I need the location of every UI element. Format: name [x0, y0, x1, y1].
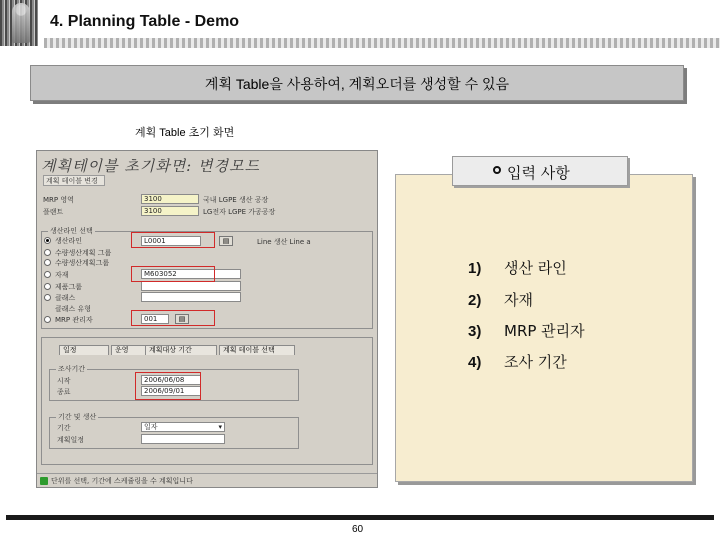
selection-group-title: 생산라인 선택: [50, 227, 93, 235]
section-subtitle: 계획 Table 초기 화면: [135, 127, 235, 139]
sap-window-title: 계획테이블 초기화면: 변경모드: [41, 157, 260, 175]
option-label-qty-plan-group: 수량생산계획 그룹: [55, 249, 112, 257]
production-line-desc: Line 생산 Line a: [257, 238, 311, 246]
unit-value: 일자: [144, 423, 158, 431]
bullet-icon: [493, 166, 501, 174]
page-number: 60: [352, 524, 364, 535]
item-text: 조사 기간: [504, 353, 567, 371]
status-bar: [37, 473, 377, 487]
input-items-panel: [395, 174, 693, 482]
option-label-product-group: 제품그룹: [55, 283, 83, 291]
radio-mrp-controller[interactable]: [44, 316, 51, 323]
input-item: [468, 351, 567, 372]
dropdown-icon: ▾: [218, 423, 222, 431]
product-group-field[interactable]: [141, 281, 241, 291]
item-text: 생산 라인: [504, 259, 567, 277]
status-ok-icon: [40, 477, 48, 485]
material-field[interactable]: M603052: [141, 269, 241, 279]
production-line-lookup-button[interactable]: ▤: [219, 236, 233, 246]
footer-divider: [6, 515, 714, 520]
period-from-label: 시작: [57, 377, 71, 385]
radio-product-group[interactable]: [44, 283, 51, 290]
item-text: 자재: [504, 291, 533, 309]
input-items-heading: [452, 156, 628, 186]
option-label-class-type: 클래스 유형: [55, 305, 92, 313]
status-text: 단위를 선택, 기간에 스케쥴링을 수 계획입니다: [51, 477, 193, 485]
input-item: [468, 289, 533, 310]
statue-icon: [12, 3, 30, 43]
radio-qty-plan-group-2[interactable]: [44, 259, 51, 266]
option-label-material: 자재: [55, 271, 69, 279]
calendar-label: 계획일정: [57, 436, 85, 444]
period-to-label: 종료: [57, 388, 71, 396]
header-divider: [44, 38, 720, 48]
plant-desc: LG전자 LGPE 가공공장: [203, 208, 276, 216]
input-item: [468, 257, 567, 278]
tab-schedule[interactable]: 일정: [59, 345, 109, 355]
sap-screenshot: [36, 150, 378, 488]
highlight-mrp-controller: [131, 310, 215, 326]
production-line-field[interactable]: L0001: [141, 236, 201, 246]
radio-material[interactable]: [44, 271, 51, 278]
mrp-area-desc: 국내 LGPE 생산 공장: [203, 196, 269, 204]
item-number: 2): [468, 292, 482, 309]
class-field[interactable]: [141, 292, 241, 302]
radio-production-line[interactable]: [44, 237, 51, 244]
tab-operations[interactable]: 운영: [111, 345, 155, 355]
slide-logo-image: [0, 0, 38, 46]
toolbar-button-change-table[interactable]: 계획 테이블 변경: [43, 175, 105, 186]
item-number: 1): [468, 260, 482, 277]
input-item: [468, 320, 585, 341]
period-group-title: 조사기간: [58, 365, 86, 373]
mrp-area-label: MRP 영역: [43, 196, 74, 204]
mrp-controller-field[interactable]: 001: [141, 314, 169, 324]
calendar-field[interactable]: [141, 434, 225, 444]
plant-field[interactable]: 3100: [141, 206, 199, 216]
unit-group-title: 기간 및 생산: [58, 413, 97, 421]
unit-select[interactable]: [141, 422, 225, 432]
period-from-field[interactable]: 2006/06/08: [141, 375, 201, 385]
period-to-field[interactable]: 2006/09/01: [141, 386, 201, 396]
mrp-area-field[interactable]: 3100: [141, 194, 199, 204]
highlight-material: [131, 266, 215, 282]
radio-qty-plan-group[interactable]: [44, 249, 51, 256]
item-text: MRP 관리자: [504, 322, 585, 340]
tab-table-selection[interactable]: 계획 테이블 선택: [219, 345, 295, 355]
option-label-production-line: 생산라인: [55, 237, 83, 245]
highlight-period: [135, 372, 201, 400]
plant-label: 플랜트: [43, 208, 64, 216]
item-number: 4): [468, 354, 482, 371]
mrp-controller-lookup-button[interactable]: ▤: [175, 314, 189, 324]
highlight-production-line: [131, 232, 215, 248]
option-label-mrp-controller: MRP 관리자: [55, 316, 93, 324]
option-label-class: 클래스: [55, 294, 76, 302]
unit-label: 기간: [57, 424, 71, 432]
banner-text: 계획 Table을 사용하여, 계획오더를 생성할 수 있음: [204, 76, 510, 92]
input-items-heading-text: 입력 사항: [507, 164, 570, 182]
summary-banner: [30, 65, 684, 101]
option-label-qty-plan-group-2: 수량생산계획그룹: [55, 259, 110, 267]
slide-title: 4. Planning Table - Demo: [50, 13, 240, 30]
tab-planning-period[interactable]: 계획대상 기간: [145, 345, 217, 355]
radio-class[interactable]: [44, 294, 51, 301]
item-number: 3): [468, 323, 482, 340]
